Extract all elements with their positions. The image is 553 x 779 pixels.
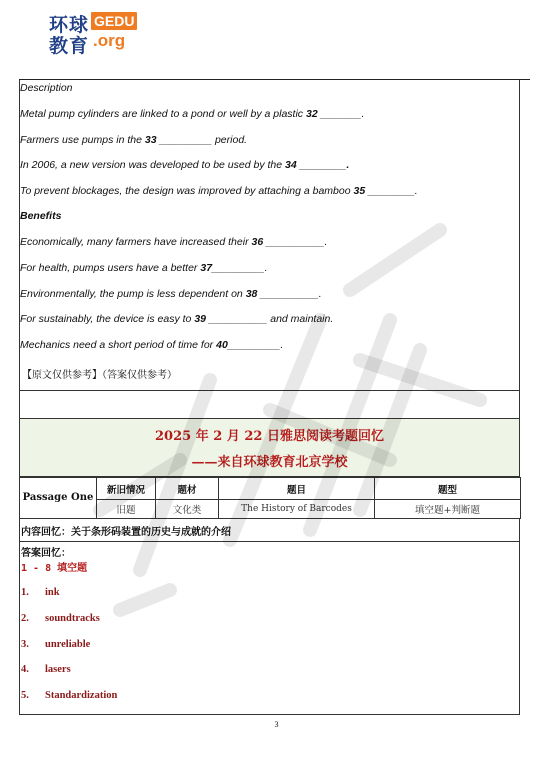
col-type-header: 题型 <box>375 478 521 500</box>
section-subtitle: ——来自环球教育北京学校 <box>191 455 348 470</box>
type-value: 填空题+判断题 <box>375 500 521 519</box>
description-label: Description <box>20 82 73 94</box>
logo-gedu: GEDU <box>91 12 137 30</box>
answers-section: 1 - 8 填空题 <box>21 563 88 574</box>
question-34: In 2006, a new version was developed to be used by the 34 ________. <box>20 159 350 171</box>
question-33: Farmers use pumps in the 33 _________ period. <box>20 134 248 146</box>
answer-item: 4. lasers <box>21 664 71 675</box>
question-37: For health, pumps users have a better 37_________. <box>20 262 268 274</box>
topic-value: 文化类 <box>156 500 219 519</box>
answer-item: 3. unreliable <box>21 639 91 650</box>
section-header <box>19 419 520 477</box>
passage-info-table <box>19 477 521 519</box>
answers-box <box>19 542 520 715</box>
empty-row <box>19 391 520 419</box>
question-32: Metal pump cylinders are linked to a pond or well by a plastic 32 _______. <box>20 108 365 120</box>
question-39: For sustainably, the device is easy to 39 __________ and maintain. <box>20 313 334 325</box>
answers-label: 答案回忆： <box>21 548 71 559</box>
logo-text-bottom: 教育 <box>49 35 90 57</box>
col-title-header: 题目 <box>219 478 375 500</box>
answer-item: 5. Standardization <box>21 690 118 701</box>
title-value: The History of Barcodes <box>219 500 375 519</box>
status-value: 旧题 <box>97 500 156 519</box>
question-36: Economically, many farmers have increased their 36 __________. <box>20 236 328 248</box>
section-title: 2025 年 2 月 22 日雅思阅读考题回忆 <box>155 429 384 444</box>
benefits-label: Benefits <box>20 210 62 222</box>
content-recall: 内容回忆：关于条形码装置的历史与成就的介绍 <box>19 518 520 542</box>
question-35: To prevent blockages, the design was improved by attaching a bamboo 35 ________. <box>20 185 418 197</box>
passage-label: Passage One <box>20 478 97 519</box>
reference-note: 【原文仅供参考】（答案仅供参考） <box>22 370 177 381</box>
answer-item: 2. soundtracks <box>21 613 100 624</box>
answer-item: 1. ink <box>21 587 60 598</box>
col-status-header: 新旧情况 <box>97 478 156 500</box>
col-topic-header: 题材 <box>156 478 219 500</box>
logo-text-top: 环球 <box>49 14 90 36</box>
logo-org: .org <box>93 31 126 50</box>
question-38: Environmentally, the pump is less dependent on 38 __________. <box>20 288 322 300</box>
page-number: 3 <box>274 720 279 729</box>
logo <box>49 10 149 57</box>
question-40: Mechanics need a short period of time for 40_________. <box>20 339 284 351</box>
